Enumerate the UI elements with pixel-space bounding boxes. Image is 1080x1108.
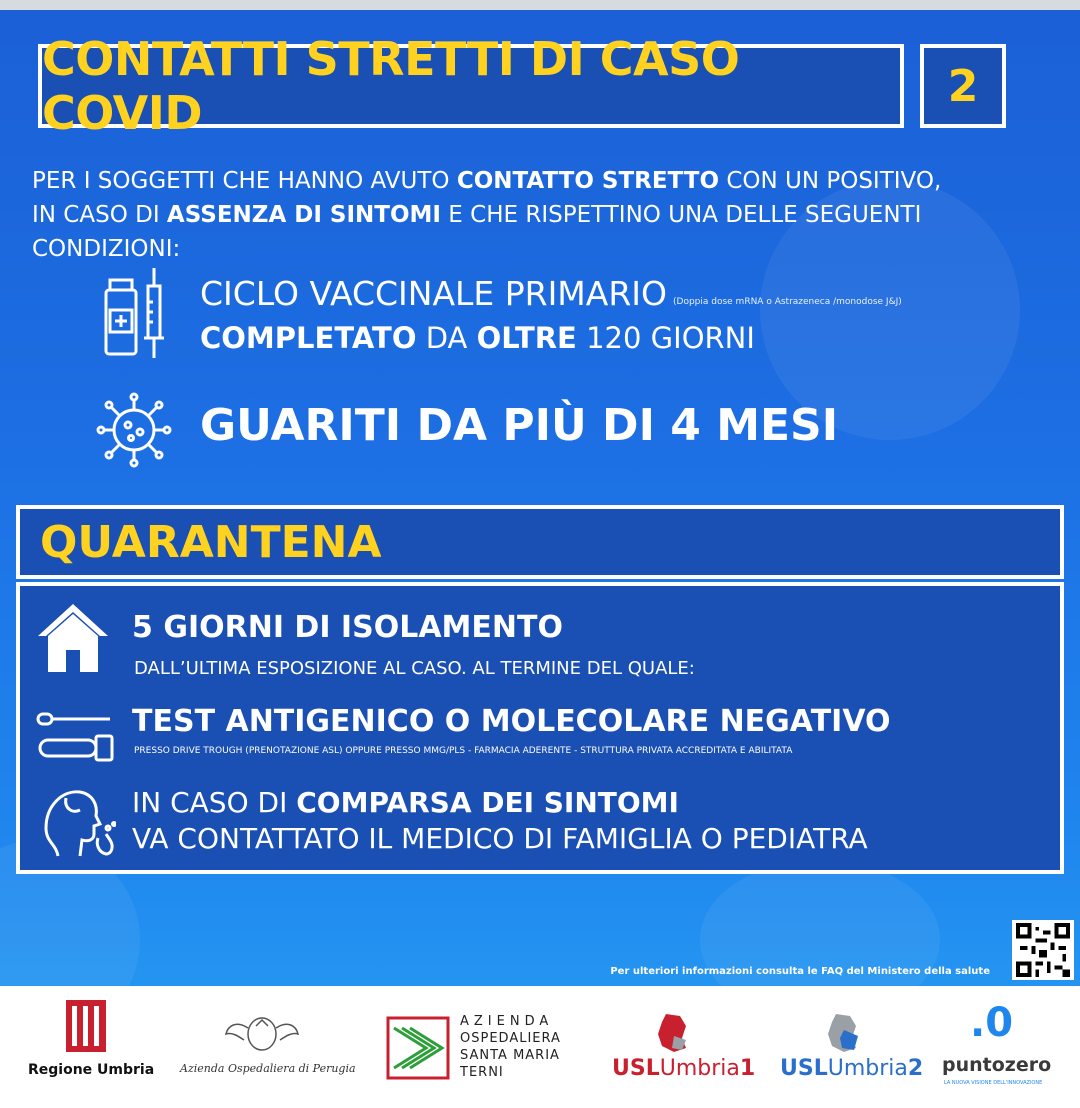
usl-umbria-2-number: 2 [907,1056,924,1081]
quarantine-heading-box [16,505,1064,579]
test-title: TEST ANTIGENICO O MOLECOLARE NEGATIVO [132,704,891,739]
terni-label-4: TERNI [460,1065,504,1080]
faq-link-text[interactable]: Per ulteriori informazioni consulta le FAQ del Ministero della salute [610,966,990,977]
intro-text [32,164,1062,266]
title-banner [38,32,904,140]
page-number-badge [920,44,1006,128]
vaccine-vial-syringe-icon [100,266,172,362]
usl-umbria-1-label [612,1056,755,1081]
usl-umbria-2-label [780,1056,923,1081]
intro-line-1-post: CON UN POSITIVO, [719,168,942,194]
condition-vaccine-da: DA [416,321,477,355]
symptoms-line-2: VA CONTATTATO IL MEDICO DI FAMIGLIA O PEDIATRA [132,822,868,855]
page-number: 2 [947,60,979,112]
terni-label-1: AZIENDA [460,1014,554,1029]
condition-vaccine-note: (Doppia dose mRNA o Astrazeneca /monodose J&J) [673,297,902,307]
usl-umbria-1-usl: USL [612,1056,660,1081]
condition-vaccine-oltre: OLTRE [476,321,577,355]
regione-umbria-label: Regione Umbria [28,1062,155,1078]
coughing-person-icon [36,784,116,860]
footer-logos [0,986,1080,1108]
intro-line-1-bold: CONTATTO STRETTO [456,168,720,194]
isolation-subtitle: DALL’ULTIMA ESPOSIZIONE AL CASO. AL TERMINE DEL QUALE: [134,658,695,679]
usl-umbria-1-map-icon [652,1012,692,1054]
test-subtitle: PRESSO DRIVE TROUGH (PRENOTAZIONE ASL) OPPURE PRESSO MMG/PLS - FARMACIA ADERENTE - STRUTTURA PRIVATA ACCREDITATA E ABILITATA [134,746,793,756]
condition-vaccine-completed: COMPLETATO [200,321,417,355]
condition-vaccine-days: 120 GIORNI [576,321,755,355]
symptoms-pre: IN CASO DI [132,786,297,819]
swab-test-tube-icon [34,708,116,764]
symptoms-bold: COMPARSA DEI SINTOMI [296,786,679,819]
virus-icon [96,392,172,468]
house-icon [34,600,112,674]
intro-line-2-bold: ASSENZA DI SINTOMI [166,202,441,228]
puntozero-label: puntozero [942,1054,1052,1076]
intro-line-1 [32,164,1062,198]
condition-vaccine-title: CICLO VACCINALE PRIMARIO [200,274,667,313]
page-title: CONTATTI STRETTI DI CASO COVID [42,32,740,140]
condition-vaccine [200,272,902,360]
intro-line-2-post: E CHE RISPETTINO UNA DELLE SEGUENTI CONDIZIONI: [32,202,922,262]
quarantine-panel [16,582,1064,874]
terni-label-3: SANTA MARIA [460,1048,560,1063]
symptoms-line-1 [132,786,679,819]
puntozero-mark: .0 [970,1000,1014,1046]
usl-umbria-2-map-icon [822,1012,862,1054]
terni-hospital-logo-icon [386,1016,450,1080]
isolation-title: 5 GIORNI DI ISOLAMENTO [132,610,563,645]
usl-umbria-1-number: 1 [739,1056,756,1081]
condition-vaccine-line-2 [200,316,902,360]
usl-umbria-1-umbria: Umbria [659,1056,740,1081]
qr-code-icon[interactable] [1012,920,1074,980]
quarantine-heading: QUARANTENA [40,516,382,568]
intro-line-2-pre: IN CASO DI [32,202,167,228]
perugia-label: Azienda Ospedaliera di Perugia [180,1062,356,1075]
condition-vaccine-line-1 [200,272,902,316]
intro-line-1-pre: PER I SOGGETTI CHE HANNO AVUTO [32,168,457,194]
top-strip [0,0,1080,10]
intro-line-2 [32,198,1062,266]
terni-label-2: OSPEDALIERA [460,1031,561,1046]
condition-recovered: GUARITI DA PIÙ DI 4 MESI [200,400,839,451]
regione-umbria-logo-icon [66,1000,106,1052]
usl-umbria-2-usl: USL [780,1056,828,1081]
usl-umbria-2-umbria: Umbria [827,1056,908,1081]
puntozero-tagline: LA NUOVA VISIONE DELL'INNOVAZIONE [944,1080,1043,1086]
perugia-crest-icon [222,1012,302,1056]
